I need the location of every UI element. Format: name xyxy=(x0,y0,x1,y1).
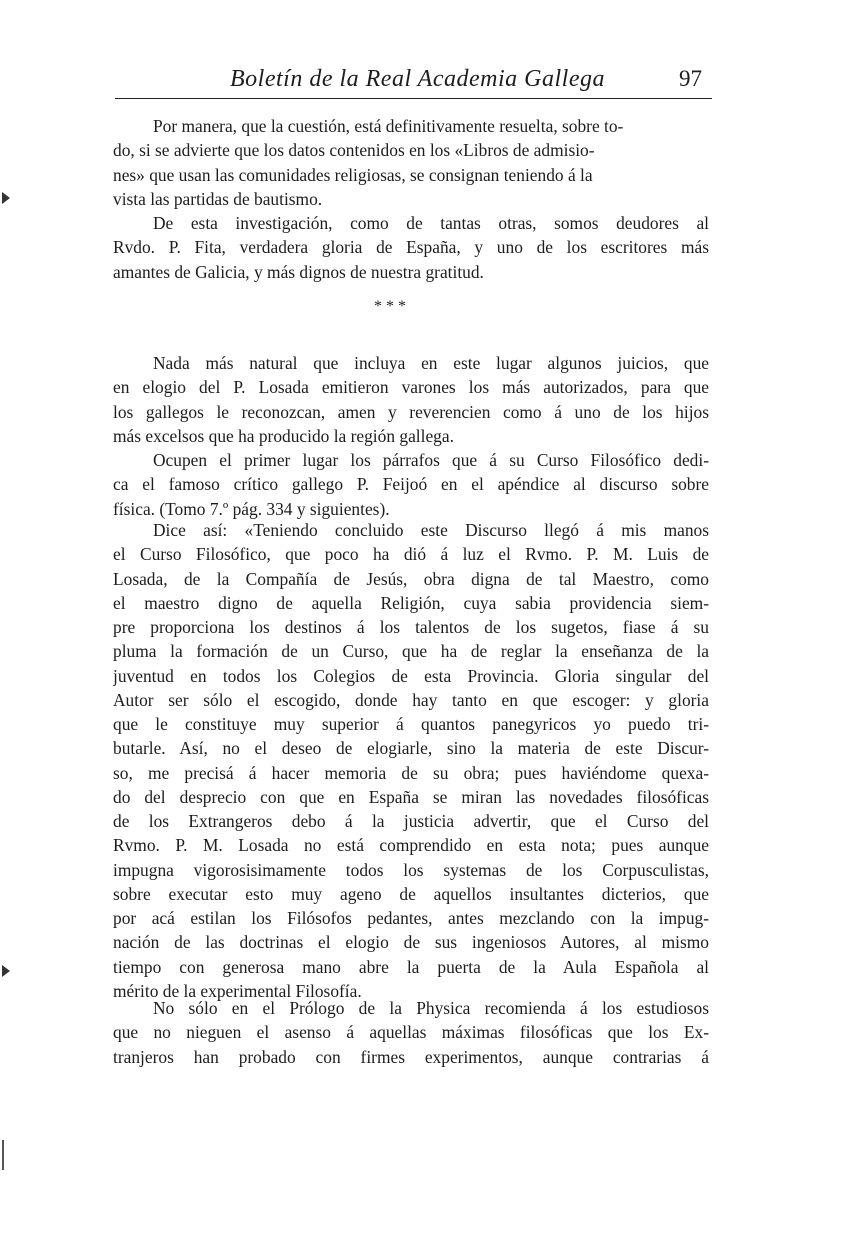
running-header xyxy=(115,62,712,99)
paragraph-acknowledgement xyxy=(113,211,709,284)
text-line: mérito de la experimental Filosofía. xyxy=(113,980,362,1001)
text-line: que no nieguen el asenso á aquellas máximas filosóficas que los Ex- xyxy=(113,1022,709,1043)
journal-title: Boletín de la Real Academia Gallega xyxy=(230,66,605,92)
page-number: 97 xyxy=(679,66,702,91)
text-line: de los Extrangeros debo á la justicia advertir, que el Curso del xyxy=(113,811,709,831)
text-line: butarle. Así, no el deseo de elogiarle, sino la materia de este Discur- xyxy=(113,738,709,759)
text-line: tiempo con generosa mano abre la puerta de la Aula Española al xyxy=(113,956,709,977)
text-line: so, me precisá á hacer memoria de su obra; pues haviéndome quexa- xyxy=(113,762,709,783)
text-line: do, si se advierte que los datos contenidos en los «Libros de admisio- xyxy=(113,140,595,161)
text-line: pre proporciona los destinos á los talentos de los sugetos, fiase á su xyxy=(113,617,709,637)
text-line: nación de las doctrinas el elogio de sus ingeniosos Autores, al mismo xyxy=(113,932,709,953)
text-line: No sólo en el Prólogo de la Physica recomienda á los estudiosos xyxy=(153,998,709,1018)
text-line: física. (Tomo 7.º pág. 334 y siguientes). xyxy=(113,498,390,519)
paragraph-intro-judgments xyxy=(113,351,709,448)
text-line: do del desprecio con que en España se miran las novedades filosóficas xyxy=(113,786,709,807)
text-line: en elogio del P. Losada emitieron varones los más autorizados, para que xyxy=(113,377,709,398)
text-line: De esta investigación, como de tantas otras, somos deudores al xyxy=(153,213,709,233)
text-line: nes» que usan las comunidades religiosas, se consignan teniendo á la xyxy=(113,164,593,185)
paragraph-conclusion xyxy=(113,114,709,211)
text-line: impugna vigorosisimamente todos los systemas de los Corpusculistas, xyxy=(113,859,709,880)
paragraph-quotation xyxy=(113,518,709,1003)
section-asterism: * * * xyxy=(374,298,406,315)
paragraph-physica xyxy=(113,996,709,1069)
text-line: Ocupen el primer lugar los párrafos que á su Curso Filosófico dedi- xyxy=(153,450,709,470)
text-line: juventud en todos los Colegios de esta Provincia. Gloria singular del xyxy=(113,665,709,686)
text-line: el maestro digno de aquella Religión, cuya sabia providencia siem- xyxy=(113,592,709,613)
text-line: Por manera, que la cuestión, está definitivamente resuelta, sobre to- xyxy=(153,116,624,136)
margin-arrow-icon xyxy=(2,965,10,977)
text-line: los gallegos le reconozcan, amen y reverencien como á uno de los hijos xyxy=(113,401,709,422)
text-line: ca el famoso crítico gallego P. Feijoó en el apéndice al discurso sobre xyxy=(113,474,709,495)
text-line: Autor ser sólo el escogido, donde hay tanto en que escoger: y gloria xyxy=(113,689,709,710)
text-line: Dice así: «Teniendo concluido este Discurso llegó á mis manos xyxy=(153,520,709,540)
margin-rule xyxy=(2,1140,4,1170)
text-line: Rvmo. P. M. Losada no está comprendido en esta nota; pues aunque xyxy=(113,835,709,856)
paragraph-feijoo xyxy=(113,448,709,521)
text-line: Rvdo. P. Fita, verdadera gloria de España, y uno de los escritores más xyxy=(113,237,709,258)
text-line: pluma la formación de un Curso, que ha de reglar la enseñanza de la xyxy=(113,641,709,662)
text-line: amantes de Galicia, y más dignos de nuestra gratitud. xyxy=(113,261,484,282)
text-line: tranjeros han probado con firmes experimentos, aunque contrarias á xyxy=(113,1046,709,1067)
text-line: por acá estilan los Filósofos pedantes, antes mezclando con la impug- xyxy=(113,908,709,928)
text-line: el Curso Filosófico, que poco ha dió á luz el Rvmo. P. M. Luis de xyxy=(113,544,709,565)
margin-arrow-icon xyxy=(2,192,10,204)
text-line: sobre executar esto muy ageno de aquellos insultantes dicterios, que xyxy=(113,883,709,904)
text-line: más excelsos que ha producido la región gallega. xyxy=(113,425,454,446)
text-line: Nada más natural que incluya en este lugar algunos juicios, que xyxy=(153,353,709,373)
text-line: Losada, de la Compañía de Jesús, obra digna de tal Maestro, como xyxy=(113,568,709,589)
text-line: vista las partidas de bautismo. xyxy=(113,188,323,209)
text-line: que le constituye muy superior á quantos panegyricos yo puedo tri- xyxy=(113,714,709,734)
